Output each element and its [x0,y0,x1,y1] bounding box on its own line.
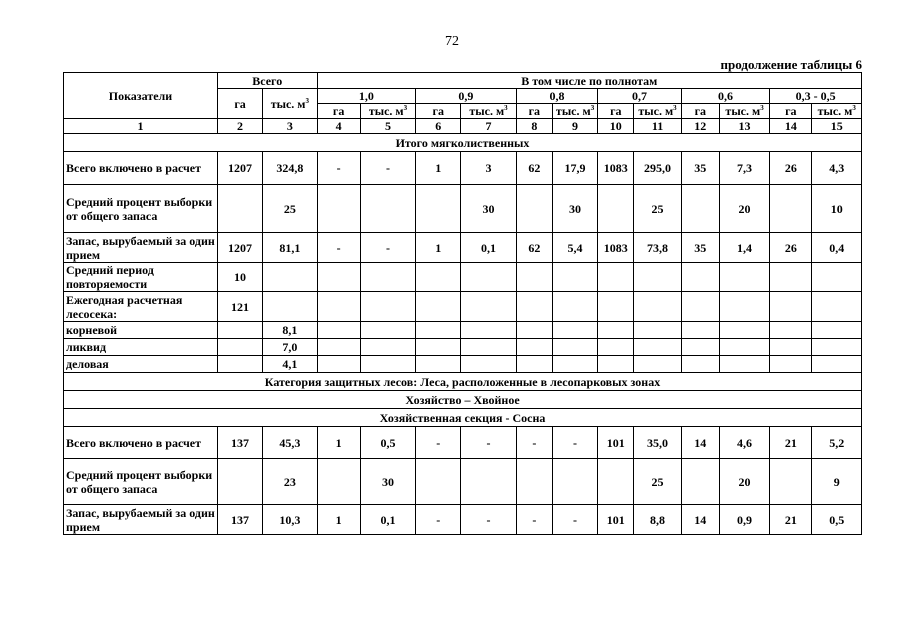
table-cell [719,322,769,339]
table-cell: 35,0 [634,427,681,459]
table-cell [598,292,634,322]
table-cell: 35 [681,233,719,263]
table-cell: - [461,505,516,535]
table-cell [217,339,262,356]
table-cell [719,356,769,373]
table-cell [770,459,812,505]
table-cell [770,185,812,233]
table-cell [634,339,681,356]
table-cell: - [360,233,415,263]
column-number: 10 [598,119,634,134]
table-cell [263,292,317,322]
table-cell [317,185,360,233]
table-cell [360,185,415,233]
section-heading: Итого мягколиственных [64,134,862,152]
table-cell: 20 [719,185,769,233]
header-unit-ha: га [416,104,461,119]
table-cell: 1083 [598,152,634,185]
table-cell: - [416,427,461,459]
table-cell: 25 [634,185,681,233]
table-cell: 0,9 [719,505,769,535]
table-cell: 35 [681,152,719,185]
header-unit-ha: га [770,104,812,119]
table-cell [317,292,360,322]
header-unit-ha: га [598,104,634,119]
table-cell [681,322,719,339]
table-row [64,292,862,322]
header-total-volume: тыс. $м^3$ [263,89,317,119]
table-cell [681,263,719,292]
table-cell: 1,4 [719,233,769,263]
table-cell [552,322,597,339]
table-cell: 23 [263,459,317,505]
table-row [64,233,862,263]
header-unit-ha: га [317,104,360,119]
header-density: 0,9 [416,89,517,104]
table-cell: 30 [552,185,597,233]
table-cell [461,292,516,322]
table-cell [416,459,461,505]
table-cell: 25 [634,459,681,505]
table-cell: 1207 [217,233,262,263]
table-cell [416,339,461,356]
table-cell: 30 [360,459,415,505]
row-label: корневой [64,322,218,339]
table-cell: - [516,505,552,535]
header-density: 1,0 [317,89,416,104]
table-cell: 1083 [598,233,634,263]
column-number: 9 [552,119,597,134]
table-row [64,339,862,356]
table-cell: 10 [217,263,262,292]
table-cell [812,292,862,322]
table-cell [461,459,516,505]
column-number: 8 [516,119,552,134]
table-cell [516,459,552,505]
table-cell: - [416,505,461,535]
table-cell: 295,0 [634,152,681,185]
header-density: 0,3 - 0,5 [770,89,862,104]
table-cell: 4,3 [812,152,862,185]
header-total-ha: га [217,89,262,119]
column-number: 3 [263,119,317,134]
column-number: 5 [360,119,415,134]
table-cell: 25 [263,185,317,233]
table-cell: 1 [317,427,360,459]
table-cell [360,292,415,322]
table-cell: 1207 [217,152,262,185]
table-cell [812,263,862,292]
table-cell: 9 [812,459,862,505]
table-cell [416,185,461,233]
column-number: 15 [812,119,862,134]
header-density: 0,6 [681,89,770,104]
table-cell [416,292,461,322]
row-label: Всего включено в расчет [64,152,218,185]
forest-table [63,72,862,535]
table-cell: 20 [719,459,769,505]
table-cell: 101 [598,427,634,459]
table-cell: 62 [516,233,552,263]
header-indicators: Показатели [64,73,218,119]
table-cell [317,322,360,339]
column-number: 12 [681,119,719,134]
table-cell [812,356,862,373]
header-unit-ha: га [681,104,719,119]
header-unit-volume: тыс. $м^3$ [719,104,769,119]
table-cell [317,339,360,356]
table-cell: 17,9 [552,152,597,185]
table-cell: 7,3 [719,152,769,185]
table-row [64,185,862,233]
table-cell [770,322,812,339]
table-cell [598,185,634,233]
header-density: 0,8 [516,89,597,104]
table-cell: 10 [812,185,862,233]
table-cell [516,339,552,356]
table-cell [719,339,769,356]
table-cell: 324,8 [263,152,317,185]
table-cell [719,263,769,292]
table-cell: 1 [416,152,461,185]
table-cell: 0,1 [360,505,415,535]
table-cell [552,292,597,322]
table-cell [552,356,597,373]
table-cell [360,322,415,339]
table-cell [598,459,634,505]
table-row [64,263,862,292]
header-total: Всего [217,73,317,89]
column-number: 13 [719,119,769,134]
table-cell [416,356,461,373]
row-label: Средний процент выборки от общего запаса [64,185,218,233]
row-label: Средний период повторяемости [64,263,218,292]
table-cell [681,185,719,233]
table-cell [634,263,681,292]
table-cell [598,322,634,339]
table-cell [217,322,262,339]
table-cell [317,459,360,505]
table-cell: 62 [516,152,552,185]
table-cell: - [552,427,597,459]
table-cell [461,339,516,356]
table-cell: - [360,152,415,185]
table-cell [634,292,681,322]
table-cell: 1 [416,233,461,263]
table-cell: 4,6 [719,427,769,459]
table-cell [317,356,360,373]
column-number: 7 [461,119,516,134]
table-cell [598,263,634,292]
table-cell [317,263,360,292]
table-row [64,427,862,459]
table-cell [516,292,552,322]
table-cell: 26 [770,233,812,263]
table-cell: 26 [770,152,812,185]
table-cell: - [317,233,360,263]
row-label: ликвид [64,339,218,356]
table-cell: 5,2 [812,427,862,459]
header-unit-ha: га [516,104,552,119]
table-cell: 21 [770,427,812,459]
table-cell [552,459,597,505]
table-cell: 137 [217,505,262,535]
table-cell: 21 [770,505,812,535]
table-cell [634,356,681,373]
table-cell: 73,8 [634,233,681,263]
column-number: 4 [317,119,360,134]
header-by-density: В том числе по полнотам [317,73,861,89]
table-cell [681,459,719,505]
table-row [64,356,862,373]
table-cell: 8,8 [634,505,681,535]
table-cell: 81,1 [263,233,317,263]
section-heading: Хозяйство – Хвойное [64,391,862,409]
table-cell: 8,1 [263,322,317,339]
table-cell: - [317,152,360,185]
table-cell [681,292,719,322]
column-number: 11 [634,119,681,134]
table-cell: 45,3 [263,427,317,459]
table-cell [770,292,812,322]
table-cell [360,263,415,292]
table-cell: 30 [461,185,516,233]
header-unit-volume: тыс. $м^3$ [552,104,597,119]
table-cell [516,356,552,373]
table-cell [263,263,317,292]
header-unit-volume: тыс. $м^3$ [634,104,681,119]
row-label: Средний процент выборки от общего запаса [64,459,218,505]
table-cell [812,339,862,356]
table-cell: - [461,427,516,459]
table-cell [461,356,516,373]
table-row [64,505,862,535]
table-continuation-label: продолжение таблицы 6 [720,57,862,72]
table-cell: 121 [217,292,262,322]
table-cell: 1 [317,505,360,535]
table-cell: - [516,427,552,459]
table-cell [770,356,812,373]
column-number: 1 [64,119,218,134]
table-cell: 14 [681,427,719,459]
table-cell [416,263,461,292]
table-cell: 0,1 [461,233,516,263]
table-cell: 3 [461,152,516,185]
table-cell [770,263,812,292]
table-cell [461,263,516,292]
table-cell [770,339,812,356]
column-number: 6 [416,119,461,134]
table-cell: 0,4 [812,233,862,263]
table-cell: 14 [681,505,719,535]
row-label: Всего включено в расчет [64,427,218,459]
table-cell [461,322,516,339]
table-row [64,322,862,339]
column-number: 2 [217,119,262,134]
table-cell [416,322,461,339]
table-cell [217,356,262,373]
table-cell [360,356,415,373]
table-cell [217,459,262,505]
table-cell [812,322,862,339]
column-number: 14 [770,119,812,134]
table-row [64,152,862,185]
table-cell [552,339,597,356]
table-cell [719,292,769,322]
table-cell [516,185,552,233]
table-cell [681,339,719,356]
table-cell: 137 [217,427,262,459]
table-cell [552,263,597,292]
table-cell [598,356,634,373]
table-cell: 0,5 [360,427,415,459]
table-cell [360,339,415,356]
table-cell: 7,0 [263,339,317,356]
table-cell: 0,5 [812,505,862,535]
table-cell [516,263,552,292]
table-cell: 5,4 [552,233,597,263]
header-unit-volume: тыс. $м^3$ [360,104,415,119]
row-label: Запас, вырубаемый за один прием [64,505,218,535]
table-cell [217,185,262,233]
table-cell: - [552,505,597,535]
table-cell: 101 [598,505,634,535]
table-cell [681,356,719,373]
header-unit-volume: тыс. $м^3$ [812,104,862,119]
table-cell [634,322,681,339]
row-label: Ежегодная расчетная лесосека: [64,292,218,322]
table-cell [598,339,634,356]
header-unit-volume: тыс. $м^3$ [461,104,516,119]
table-cell [516,322,552,339]
page-number: 72 [445,34,459,49]
row-label: Запас, вырубаемый за один прием [64,233,218,263]
table-row [64,459,862,505]
header-density: 0,7 [598,89,682,104]
section-heading: Хозяйственная секция - Сосна [64,409,862,427]
table-cell: 10,3 [263,505,317,535]
row-label: деловая [64,356,218,373]
section-heading: Категория защитных лесов: Леса, расположенные в лесопарковых зонах [64,373,862,391]
table-cell: 4,1 [263,356,317,373]
